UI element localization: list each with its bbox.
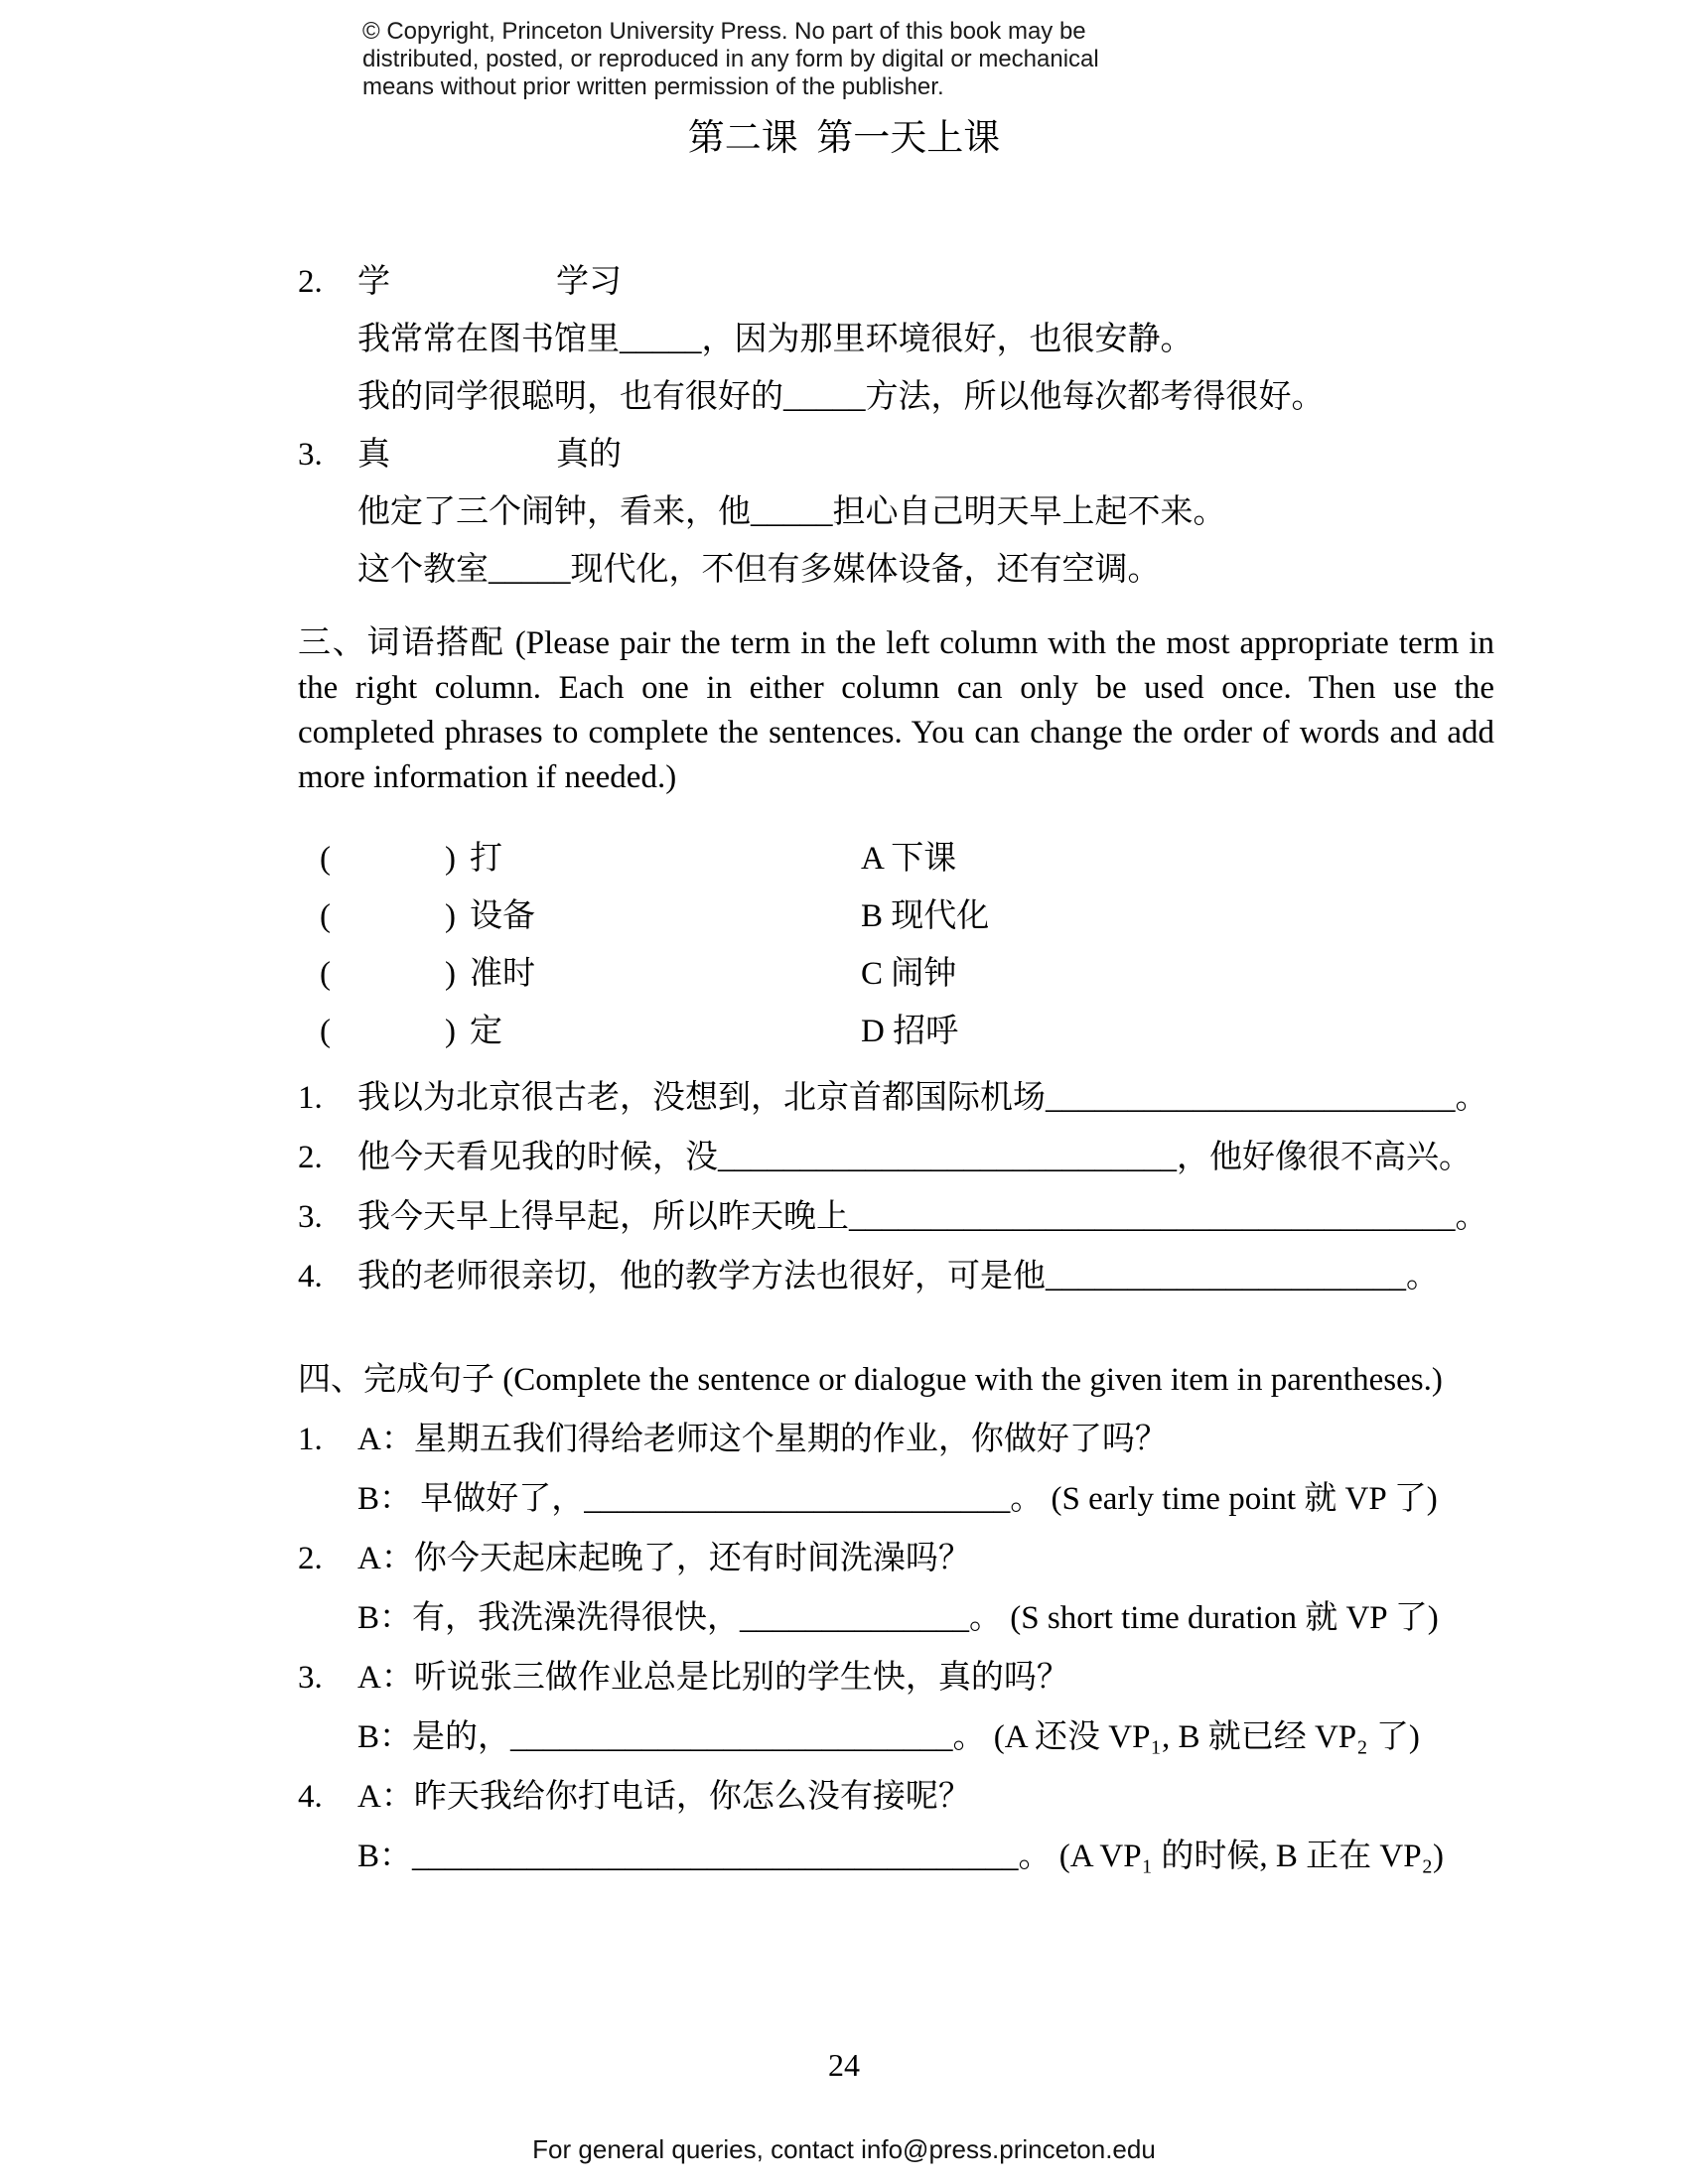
matching-row bbox=[320, 830, 957, 887]
dialogue-a-text: A：昨天我给你打电话，你怎么没有接呢？ bbox=[357, 1779, 971, 1815]
matching-option: C 闹钟 bbox=[861, 956, 957, 992]
matching-exercise bbox=[320, 830, 990, 1060]
copyright-notice bbox=[362, 18, 1099, 101]
dialogue-b-line: B： 早做好了，__________________________。 (S early time point 就 VP 了) bbox=[357, 1481, 1438, 1517]
vocab-item-3-header bbox=[298, 426, 1325, 483]
matching-term: 准时 bbox=[470, 956, 535, 992]
section-three-heading: 三、词语搭配 (Please pair the term in the left column with the most appropriate term in the right column. Each one in either column can only be used once. Then use the completed phrases to complete the sentences. You can change the order of words and add more information if needed.) bbox=[298, 625, 1494, 795]
dialogue-a-line bbox=[298, 1529, 1444, 1588]
section-four-heading: 四、完成句子 (Complete the sentence or dialogue with the given item in parentheses.) bbox=[298, 1362, 1443, 1398]
footer-contact: For general queries, contact info@press.princeton.edu bbox=[532, 2134, 1156, 2164]
dialogue-a-line bbox=[298, 1767, 1444, 1827]
matching-term: 设备 bbox=[470, 898, 535, 934]
item-number: 2. bbox=[298, 264, 323, 300]
fill-in-sentence bbox=[298, 1187, 1488, 1247]
matching-term: 打 bbox=[470, 841, 502, 877]
vocab-sentence: 我常常在图书馆里_____，因为那里环境很好，也很安静。 bbox=[357, 322, 1194, 357]
item-number: 4. bbox=[298, 1259, 323, 1295]
sentence-text: 他今天看见我的时候，没____________________________，他好像很不高兴。 bbox=[357, 1140, 1472, 1175]
open-paren: ( bbox=[320, 898, 331, 934]
vocab-sentence: 我的同学很聪明，也有很好的_____方法，所以他每次都考得很好。 bbox=[357, 379, 1325, 415]
close-paren: ) bbox=[445, 898, 456, 934]
vocab-word-b: 学习 bbox=[556, 264, 622, 300]
section-four-dialogues bbox=[298, 1410, 1444, 1886]
page-number: 24 bbox=[828, 2047, 860, 2083]
copyright-line-3: means without prior written permission of the publisher. bbox=[362, 73, 944, 100]
item-number: 2. bbox=[298, 1541, 323, 1576]
vocab-word-b: 真的 bbox=[556, 437, 622, 473]
dialogue-a-line bbox=[298, 1648, 1444, 1707]
sentence-text: 我的老师很亲切，他的教学方法也很好，可是他______________________。 bbox=[357, 1259, 1439, 1295]
close-paren: ) bbox=[445, 956, 456, 992]
close-paren: ) bbox=[445, 1014, 456, 1049]
vocab-word-a: 学 bbox=[357, 264, 390, 300]
dialogue-a-line bbox=[298, 1410, 1444, 1469]
copyright-line-2: distributed, posted, or reproduced in any form by digital or mechanical bbox=[362, 46, 1099, 72]
item-number: 4. bbox=[298, 1779, 323, 1815]
matching-option: A 下课 bbox=[861, 841, 957, 877]
vocab-sentence: 这个教室_____现代化，不但有多媒体设备，还有空调。 bbox=[357, 552, 1161, 588]
sentence-text: 我以为北京很古老，没想到，北京首都国际机场_________________________。 bbox=[357, 1080, 1488, 1116]
item-number: 1. bbox=[298, 1422, 323, 1457]
matching-option: B 现代化 bbox=[861, 898, 990, 934]
item-number: 3. bbox=[298, 1199, 323, 1235]
matching-row bbox=[320, 945, 957, 1003]
open-paren: ( bbox=[320, 841, 331, 877]
vocab-exercise bbox=[298, 253, 1325, 599]
fill-in-sentence bbox=[298, 1128, 1488, 1187]
item-number: 1. bbox=[298, 1080, 323, 1116]
matching-row bbox=[320, 1003, 959, 1060]
item-number: 2. bbox=[298, 1140, 323, 1175]
dialogue-a-text: A：你今天起床起晚了，还有时间洗澡吗？ bbox=[357, 1541, 971, 1576]
matching-term: 定 bbox=[470, 1014, 502, 1049]
matching-option: D 招呼 bbox=[861, 1014, 959, 1049]
dialogue-b-line: B：_____________________________________。 (A VP₁ 的时候, B 正在 VP₂) bbox=[357, 1839, 1445, 1874]
section-three-sentences bbox=[298, 1068, 1488, 1306]
fill-in-sentence bbox=[298, 1247, 1488, 1306]
vocab-word-a: 真 bbox=[357, 437, 390, 473]
matching-row bbox=[320, 887, 990, 945]
copyright-line-1: © Copyright, Princeton University Press. No part of this book may be bbox=[362, 18, 1086, 45]
open-paren: ( bbox=[320, 1014, 331, 1049]
item-number: 3. bbox=[298, 1660, 323, 1696]
dialogue-b-line: B：是的，___________________________。 (A 还没 VP₁, B 就已经 VP₂ 了) bbox=[357, 1719, 1420, 1755]
dialogue-a-text: A：听说张三做作业总是比别的学生快，真的吗？ bbox=[357, 1660, 1069, 1696]
close-paren: ) bbox=[445, 841, 456, 877]
vocab-sentence: 他定了三个闹钟，看来，他_____担心自己明天早上起不来。 bbox=[357, 494, 1226, 530]
dialogue-a-text: A：星期五我们得给老师这个星期的作业，你做好了吗？ bbox=[357, 1422, 1168, 1457]
item-number: 3. bbox=[298, 437, 323, 473]
sentence-text: 我今天早上得早起，所以昨天晚上_____________________________________。 bbox=[357, 1199, 1488, 1235]
fill-in-sentence bbox=[298, 1068, 1488, 1128]
vocab-item-2-header bbox=[298, 253, 1325, 311]
dialogue-b-line: B：有，我洗澡洗得很快，______________。 (S short time duration 就 VP 了) bbox=[357, 1600, 1439, 1636]
lesson-title: 第二课 第一天上课 bbox=[687, 118, 1001, 159]
open-paren: ( bbox=[320, 956, 331, 992]
